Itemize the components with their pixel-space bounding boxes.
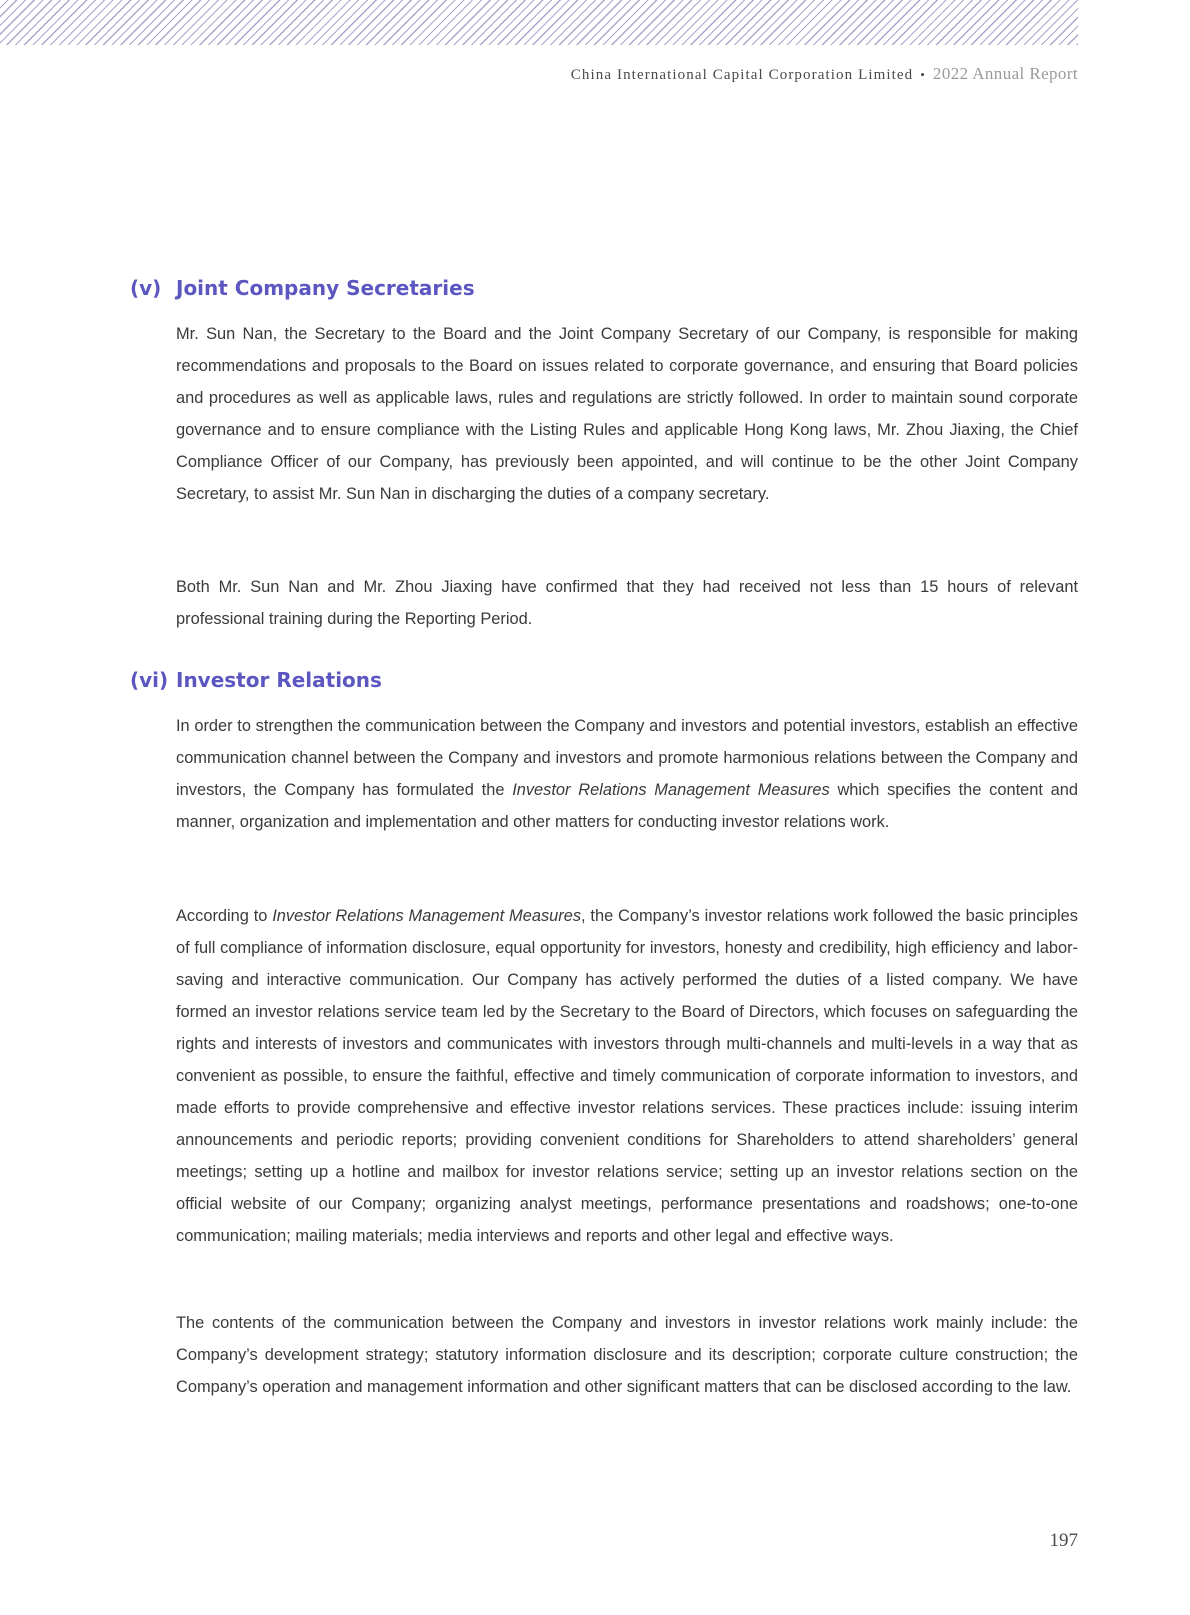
paragraph-ir-measures-formulated bbox=[176, 710, 1078, 838]
document-title-italic: Investor Relations Management Measures bbox=[512, 781, 830, 799]
section-number: (v) bbox=[130, 276, 162, 300]
document-title-italic: Investor Relations Management Measures bbox=[272, 907, 582, 925]
decorative-hatched-band bbox=[0, 0, 1078, 45]
header-separator-bullet: • bbox=[920, 67, 926, 82]
paragraph-ir-principles-practices bbox=[176, 900, 1078, 1252]
text-run: which specifies the content and manner, organization and implementation and other matters for conducting investor relations work. bbox=[176, 781, 1078, 831]
text-run: According to bbox=[176, 907, 273, 925]
running-header bbox=[571, 64, 1078, 84]
header-company-name: China International Capital Corporation Limited bbox=[570, 67, 914, 83]
text-run: , the Company’s investor relations work followed the basic principles of full compliance of information disclosure, equal opportunity for investors, honesty and credibility, high efficiency and labor-saving and interactive communication. Our Company has actively performed the duties of a listed company. We have formed an investor relations service team led by the Secretary to the Board of Directors, which focuses on safeguarding the rights and interests of investors and communicates with investors through multi-channels and multi-levels in a way that as convenient as possible, to ensure the faithful, effective and timely communication of corporate information to investors, and made efforts to provide comprehensive and effective investor relations services. These practices include: issuing interim announcements and periodic reports; providing convenient conditions for Shareholders to attend shareholders’ general meetings; setting up a hotline and mailbox for investor relations service; setting up an investor relations section on the official website of our Company; organizing analyst meetings, performance presentations and roadshows; one-to-one communication; mailing materials; media interviews and reports and other legal and effective ways. bbox=[176, 907, 1078, 1245]
text-run: In order to strengthen the communication between the Company and investors and potential investors, establish an effective communication channel between the Company and investors and promote harmonious relations between the Company and investors, the Company has formulated the bbox=[176, 717, 1078, 799]
page-number: 197 bbox=[1049, 1530, 1078, 1551]
paragraph-secretaries-roles: Mr. Sun Nan, the Secretary to the Board and the Joint Company Secretary of our Company, is responsible for making recommendations and proposals to the Board on issues related to corporate governance, and ensuring that Board policies and procedures as well as applicable laws, rules and regulations are strictly followed. In order to maintain sound corporate governance and to ensure compliance with the Listing Rules and applicable Hong Kong laws, Mr. Zhou Jiaxing, the Chief Compliance Officer of our Company, has previously been appointed, and will continue to be the other Joint Company Secretary, to assist Mr. Sun Nan in discharging the duties of a company secretary. bbox=[176, 325, 1078, 503]
header-report-title: 2022 Annual Report bbox=[932, 64, 1078, 83]
section-number: (vi) bbox=[130, 668, 169, 692]
section-title: Joint Company Secretaries bbox=[176, 276, 475, 300]
paragraph-secretaries-training: Both Mr. Sun Nan and Mr. Zhou Jiaxing have confirmed that they had received not less than 15 hours of relevant professional training during the Reporting Period. bbox=[176, 578, 1078, 628]
section-heading-investor-relations bbox=[130, 668, 382, 692]
section-heading-joint-company-secretaries bbox=[130, 276, 475, 300]
paragraph-ir-communication-contents: The contents of the communication between the Company and investors in investor relations work mainly include: the Company’s development strategy; statutory information disclosure and its description; corporate culture construction; the Company’s operation and management information and other significant matters that can be disclosed according to the law. bbox=[176, 1314, 1078, 1396]
section-title: Investor Relations bbox=[176, 668, 382, 692]
